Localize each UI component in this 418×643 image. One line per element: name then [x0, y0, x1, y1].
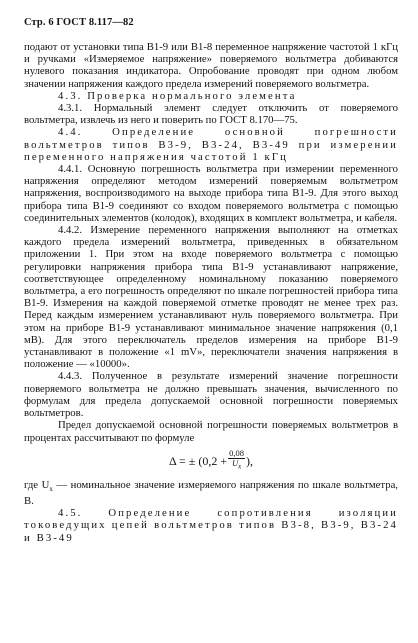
- formula-lhs: Δ = ± (0,2 +: [168, 453, 228, 468]
- section-4-4-1: 4.4.1. Основную погрешность вольтметра при измерении переменного напряжения определяют методом измерений поверяемым вольтметром напряжения, воспроизводимого на выходе прибора типа В1-9. Для этого выход прибора типа В1-9 соединяют со входом поверяемого вольтметра с помощью соединительных элементов (колодок), входящих в комплект вольтметра, и кабеля.: [24, 163, 398, 224]
- page-header: Стр. 6 ГОСТ 8.117—82: [24, 17, 134, 28]
- document-body: [24, 41, 398, 544]
- formula-legend-rest: — номинальное значение измеряемого напряжения по шкале вольтметра, В.: [24, 478, 398, 508]
- formula-legend: [24, 479, 398, 508]
- section-4-5-heading: 4.5. Определение сопротивления изоляции токоведущих цепей вольтметров типов В3-8, В3-9, В3-24 и В3-49: [24, 507, 398, 544]
- section-4-4-3: 4.4.3. Полученное в результате измерений значение погрешности поверяемого вольтметра не должно превышать значения, вычисленного по формулам для предела допускаемой основной погрешности поверяемых вольтметров.: [24, 370, 398, 420]
- error-formula: [24, 446, 398, 476]
- formula-legend-start: где U: [24, 478, 50, 491]
- formula-denominator-symbol: U: [231, 458, 239, 469]
- formula-fraction: [228, 449, 245, 472]
- paragraph-continuation: подают от установки типа В1-9 или В1-8 переменное напряжение частотой 1 кГц и ручками «Измеряемое напряжение» поверяемого вольтметра добиваются нулевого показания индикатора. Опробование проводят при одном любом значении напряжения каждого предела измерений поверяемого вольтметра.: [24, 41, 398, 90]
- section-4-4-heading: 4.4. Определение основной погрешности вольтметров типов В3-9, В3-24, В3-49 при измерении переменного напряжения частотой 1 кГц: [24, 126, 398, 163]
- section-4-3-1: 4.3.1. Нормальный элемент следует отключить от поверяемого вольтметра, извлечь из него и поверить по ГОСТ 8.170—75.: [24, 102, 398, 127]
- section-4-3-heading: 4.3. Проверка нормального элемента: [58, 89, 297, 102]
- formula-numerator: 0,08: [229, 448, 245, 459]
- section-4-4-2: 4.4.2. Измерение переменного напряжения выполняют на отметках каждого предела измерений вольтметра, приведенных в обязательном приложении 1. При этом на входе поверяемого вольтметра с помощью регулировки напряжения прибора типа В1-9 устанавливают напряжение, соответствующее определенному номинальному показанию поверяемого вольтметра, а его погрешность определяют по шкале погрешностей прибора типа В1-9. Измерения на каждой поверяемой отметке проводят не менее трех раз. Перед каждым измерением устанавливают нуль поверяемого вольтметра. При этом на приборе В1-9 устанавливают минимальное значение напряжения (0,1 мВ). Для этого переключатель пределов измерения на приборе В1-9 устанавливают в положение «1 mV», переключатели значения напряжения в положение — «10000».: [24, 224, 398, 371]
- formula-denominator: [231, 459, 242, 472]
- formula-denominator-subscript: x: [238, 463, 242, 472]
- formula-rhs: ),: [246, 453, 254, 468]
- formula-legend-subscript: x: [49, 484, 53, 493]
- formula-intro: Предел допускаемой основной погрешности поверяемых вольтметров в процентах рассчитывают по формуле: [24, 419, 398, 444]
